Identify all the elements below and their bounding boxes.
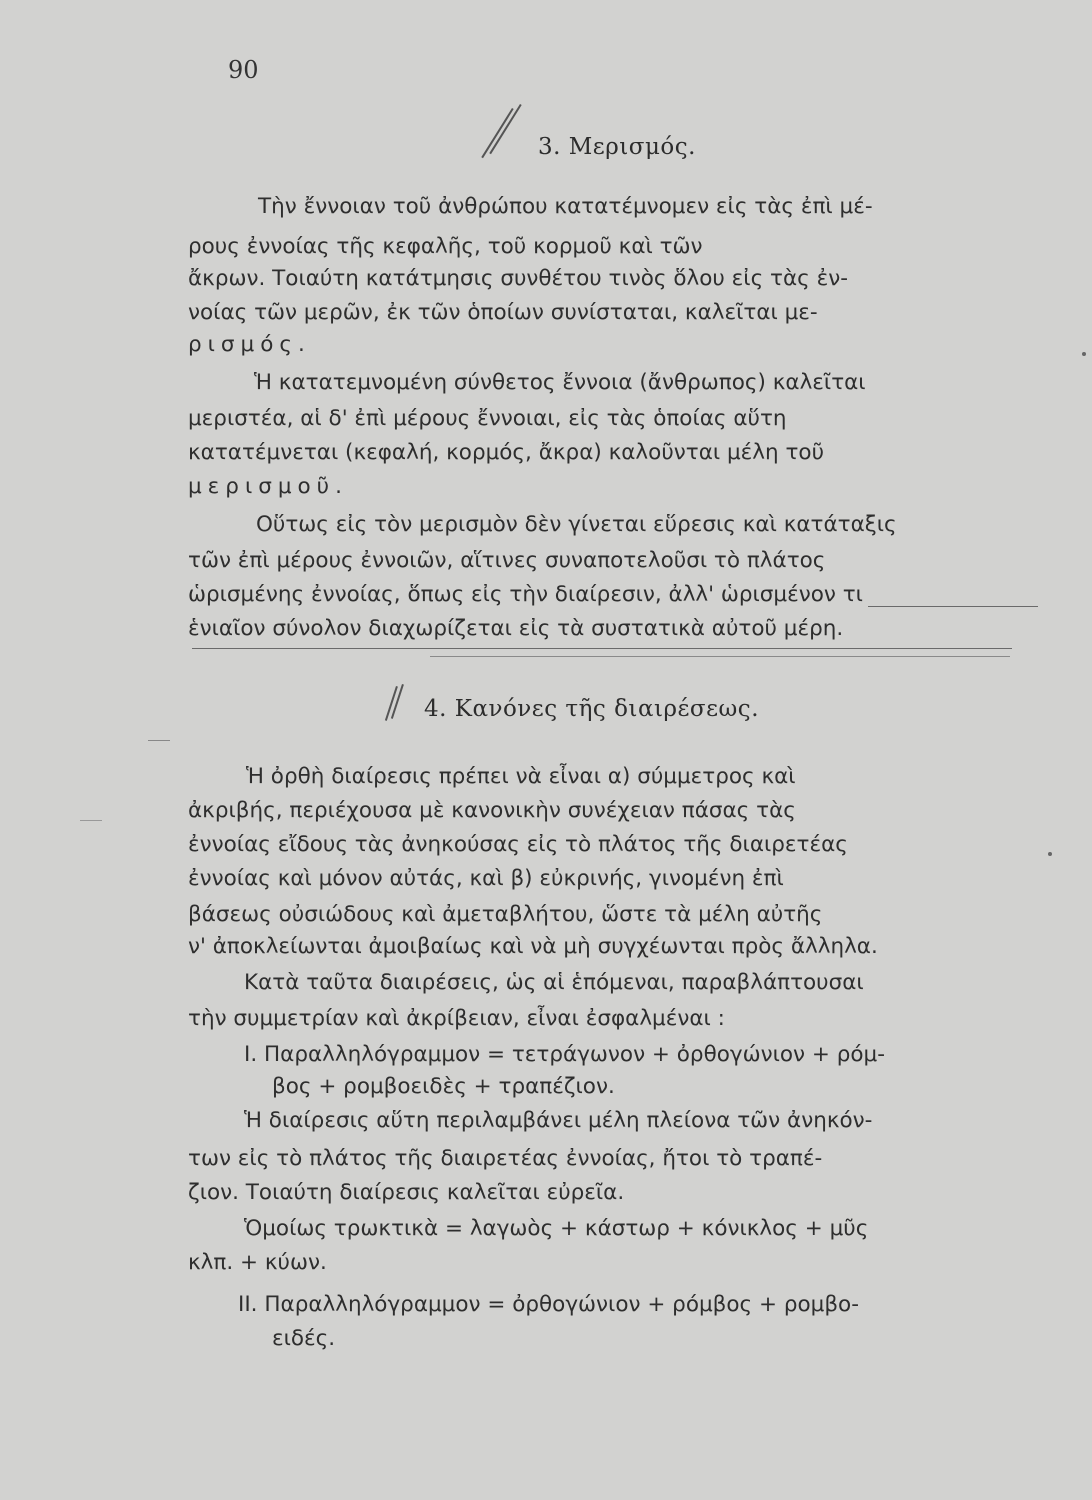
pencil-mark-icon <box>481 108 513 158</box>
text-line: κλπ. + κύων. <box>188 1250 327 1275</box>
pencil-underline <box>868 606 1038 607</box>
specks-decoration <box>1082 352 1086 356</box>
text-line: ἐννοίας καὶ μόνον αὐτάς, καὶ β) εὐκρινής, γινομένη ἐπὶ <box>188 866 784 891</box>
text-line: μεριστέα, αἱ δ' ἐπὶ μέρους ἔννοιαι, εἰς τὰς ὁποίας αὕτη <box>188 406 787 431</box>
text-line: Ἡ ὀρθὴ διαίρεσις πρέπει νὰ εἶναι α) σύμμετρος καὶ <box>246 764 796 789</box>
text-line: II. Παραλληλόγραμμον = ὀρθογώνιον + ρόμβος + ρομβο- <box>238 1292 859 1317</box>
text-line: μερισμοῦ. <box>188 474 348 499</box>
page-number: 90 <box>228 56 259 84</box>
text-line: ἀκριβής, περιέχουσα μὲ κανονικὴν συνέχειαν πάσας τὰς <box>188 798 796 823</box>
text-line: Κατὰ ταῦτα διαιρέσεις, ὡς αἱ ἑπόμεναι, παραβλάπτουσαι <box>244 970 864 995</box>
pencil-mark-icon <box>489 104 521 154</box>
section-3-title: 3. Μερισμός. <box>538 134 696 160</box>
text-line: των εἰς τὸ πλάτος τῆς διαιρετέας ἐννοίας, ἤτοι τὸ τραπέ- <box>188 1146 823 1171</box>
pencil-underline <box>192 648 1012 649</box>
text-line: Ἡ κατατεμνομένη σύνθετος ἔννοια (ἄνθρωπος) καλεῖται <box>254 370 866 395</box>
text-line: βάσεως οὐσιώδους καὶ ἀμεταβλήτου, ὥστε τὰ μέλη αὐτῆς <box>188 902 823 927</box>
text-line: ρισμός. <box>188 332 311 357</box>
margin-tick <box>80 820 102 821</box>
text-line: ἐννοίας εἴδους τὰς ἀνηκούσας εἰς τὸ πλάτος τῆς διαιρετέας <box>188 832 848 857</box>
section-4-title: 4. Κανόνες τῆς διαιρέσεως. <box>424 696 759 722</box>
text-line: ἄκρων. Τοιαύτη κατάτμησις συνθέτου τινὸς ὅλου εἰς τὰς ἐν- <box>188 266 848 291</box>
text-line: κατατέμνεται (κεφαλή, κορμός, ἄκρα) καλοῦνται μέλη τοῦ <box>188 440 825 465</box>
text-line: νοίας τῶν μερῶν, ἐκ τῶν ὁποίων συνίσταται, καλεῖται με- <box>188 300 818 325</box>
text-line: I. Παραλληλόγραμμον = τετράγωνον + ὀρθογώνιον + ρόμ- <box>244 1042 885 1067</box>
text-line: ειδές. <box>272 1326 336 1351</box>
text-line: ρους ἐννοίας τῆς κεφαλῆς, τοῦ κορμοῦ καὶ τῶν <box>188 234 703 259</box>
specks-decoration <box>1048 852 1052 856</box>
margin-tick <box>148 740 170 741</box>
pencil-underline <box>430 656 1010 657</box>
text-line: τῶν ἐπὶ μέρους ἐννοιῶν, αἵτινες συναποτελοῦσι τὸ πλάτος <box>188 548 826 573</box>
text-line: Οὕτως εἰς τὸν μερισμὸν δὲν γίνεται εὕρεσις καὶ κατάταξις <box>256 512 897 537</box>
text-line: Ὁμοίως τρωκτικὰ = λαγωὸς + κάστωρ + κόνικλος + μῦς <box>244 1216 869 1241</box>
text-line: τὴν συμμετρίαν καὶ ἀκρίβειαν, εἶναι ἐσφαλμέναι : <box>188 1006 725 1031</box>
text-line: ὡρισμένης ἐννοίας, ὅπως εἰς τὴν διαίρεσιν, ἀλλ' ὡρισμένον τι <box>188 582 863 607</box>
text-line: ἑνιαῖον σύνολον διαχωρίζεται εἰς τὰ συστατικὰ αὐτοῦ μέρη. <box>188 616 844 641</box>
text-line: βος + ρομβοειδὲς + τραπέζιον. <box>272 1074 615 1099</box>
text-line: Ἡ διαίρεσις αὕτη περιλαμβάνει μέλη πλείονα τῶν ἀνηκόν- <box>244 1108 873 1133</box>
text-line: ζιον. Τοιαύτη διαίρεσις καλεῖται εὐρεῖα. <box>188 1180 625 1205</box>
text-line: ν' ἀποκλείωνται ἀμοιβαίως καὶ νὰ μὴ συγχέωνται πρὸς ἄλληλα. <box>188 934 878 959</box>
text-line: Τὴν ἔννοιαν τοῦ ἀνθρώπου κατατέμνομεν εἰς τὰς ἐπὶ μέ- <box>258 194 873 219</box>
